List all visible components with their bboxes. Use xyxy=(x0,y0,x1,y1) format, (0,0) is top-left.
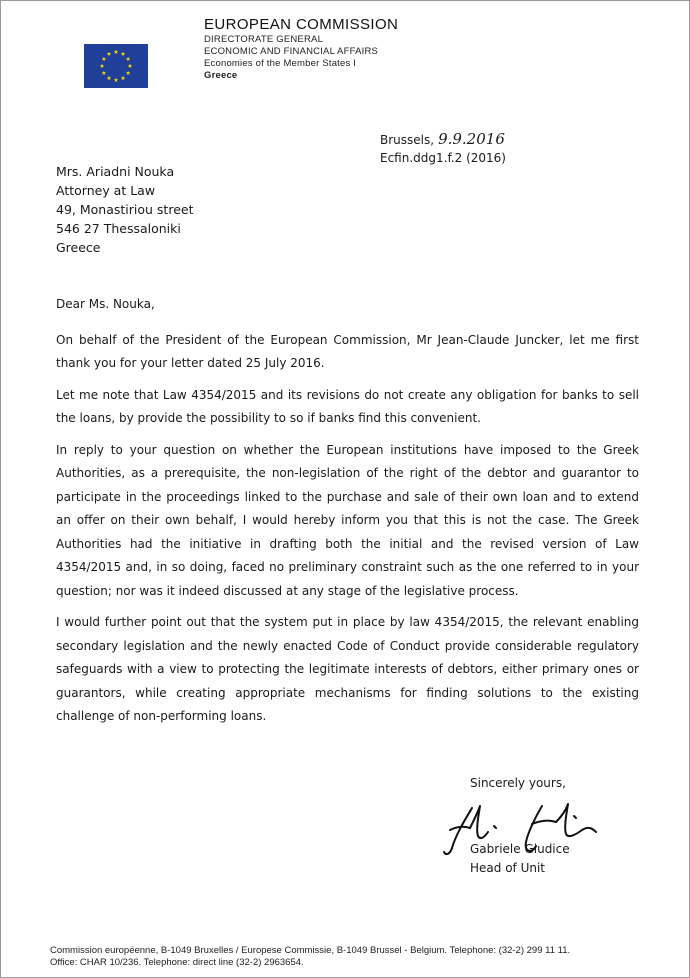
salutation: Dear Ms. Nouka, xyxy=(56,297,155,311)
recipient-country: Greece xyxy=(56,240,101,255)
signer-title: Head of Unit xyxy=(470,861,545,875)
organisation-name: EUROPEAN COMMISSION xyxy=(204,16,399,33)
letterhead-line-dg: DIRECTORATE GENERAL xyxy=(204,34,324,45)
paragraph-1: On behalf of the President of the European Commission, Mr Jean-Claude Juncker, let me first thank you for your letter dated 25 July 2016. xyxy=(56,332,639,370)
letterhead-line-ecfin: ECONOMIC AND FINANCIAL AFFAIRS xyxy=(204,46,379,57)
recipient-title: Attorney at Law xyxy=(56,183,156,198)
paragraph-2: Let me note that Law 4354/2015 and its revisions do not create any obligation for banks to sell the loans, by provide the possibility to so if banks find this convenient. xyxy=(56,387,639,425)
paragraph-4: I would further point out that the system put in place by law 4354/2015, the relevant enabling secondary legislation and the newly enacted Code of Conduct provide considerable regulatory safeguards with a view to protecting the legitimate interests of debtors, either primary ones or guarantors, while creating appropriate mechanisms for finding solutions to the existing challenge of non-performing loans. xyxy=(56,615,639,723)
reference-number: Ecfin.ddg1.f.2 (2016) xyxy=(380,151,506,165)
paragraph-3: In reply to your question on whether the European institutions have imposed to the Greek Authorities, as a prerequisite, the non-legislation of the right of the debtor and guarantor to participate in the proceedings linked to the purchase and sale of their own loan and to extend an offer on their own behalf, I would hereby inform you that this is not the case. The Greek Authorities had the initiative in drafting both the initial and the revised version of Law 4354/2015 and, in so doing, faced no preliminary constraint such as the one referred to in your question; nor was it indeed discussed at any stage of the legislative process. xyxy=(56,442,639,598)
letterhead-line-directorate: Economies of the Member States I xyxy=(204,58,357,69)
footer-office: Office: CHAR 10/236. Telephone: direct line (32-2) 2963654. xyxy=(50,957,304,968)
letterhead xyxy=(204,16,398,82)
recipient-address xyxy=(56,162,193,257)
recipient-name: Mrs. Ariadni Nouka xyxy=(56,164,175,179)
footer xyxy=(50,945,570,969)
signer-block xyxy=(470,840,570,878)
recipient-street: 49, Monastiriou street xyxy=(56,202,194,217)
eu-flag-logo xyxy=(84,44,148,88)
handwritten-date: 9.9.2016 xyxy=(438,130,505,148)
closing: Sincerely yours, xyxy=(470,776,566,790)
letterhead-line-unit: Greece xyxy=(204,70,238,81)
signer-name: Gabriele Giudice xyxy=(470,842,570,856)
letter-body xyxy=(56,293,639,737)
city: Brussels, xyxy=(380,133,435,147)
footer-address: Commission européenne, B-1049 Bruxelles / Europese Commissie, B-1049 Brussel - Belgium. Telephone: (32-2) 299 11 11. xyxy=(50,945,571,956)
place-and-date xyxy=(380,130,506,167)
recipient-city: 546 27 Thessaloniki xyxy=(56,221,181,236)
